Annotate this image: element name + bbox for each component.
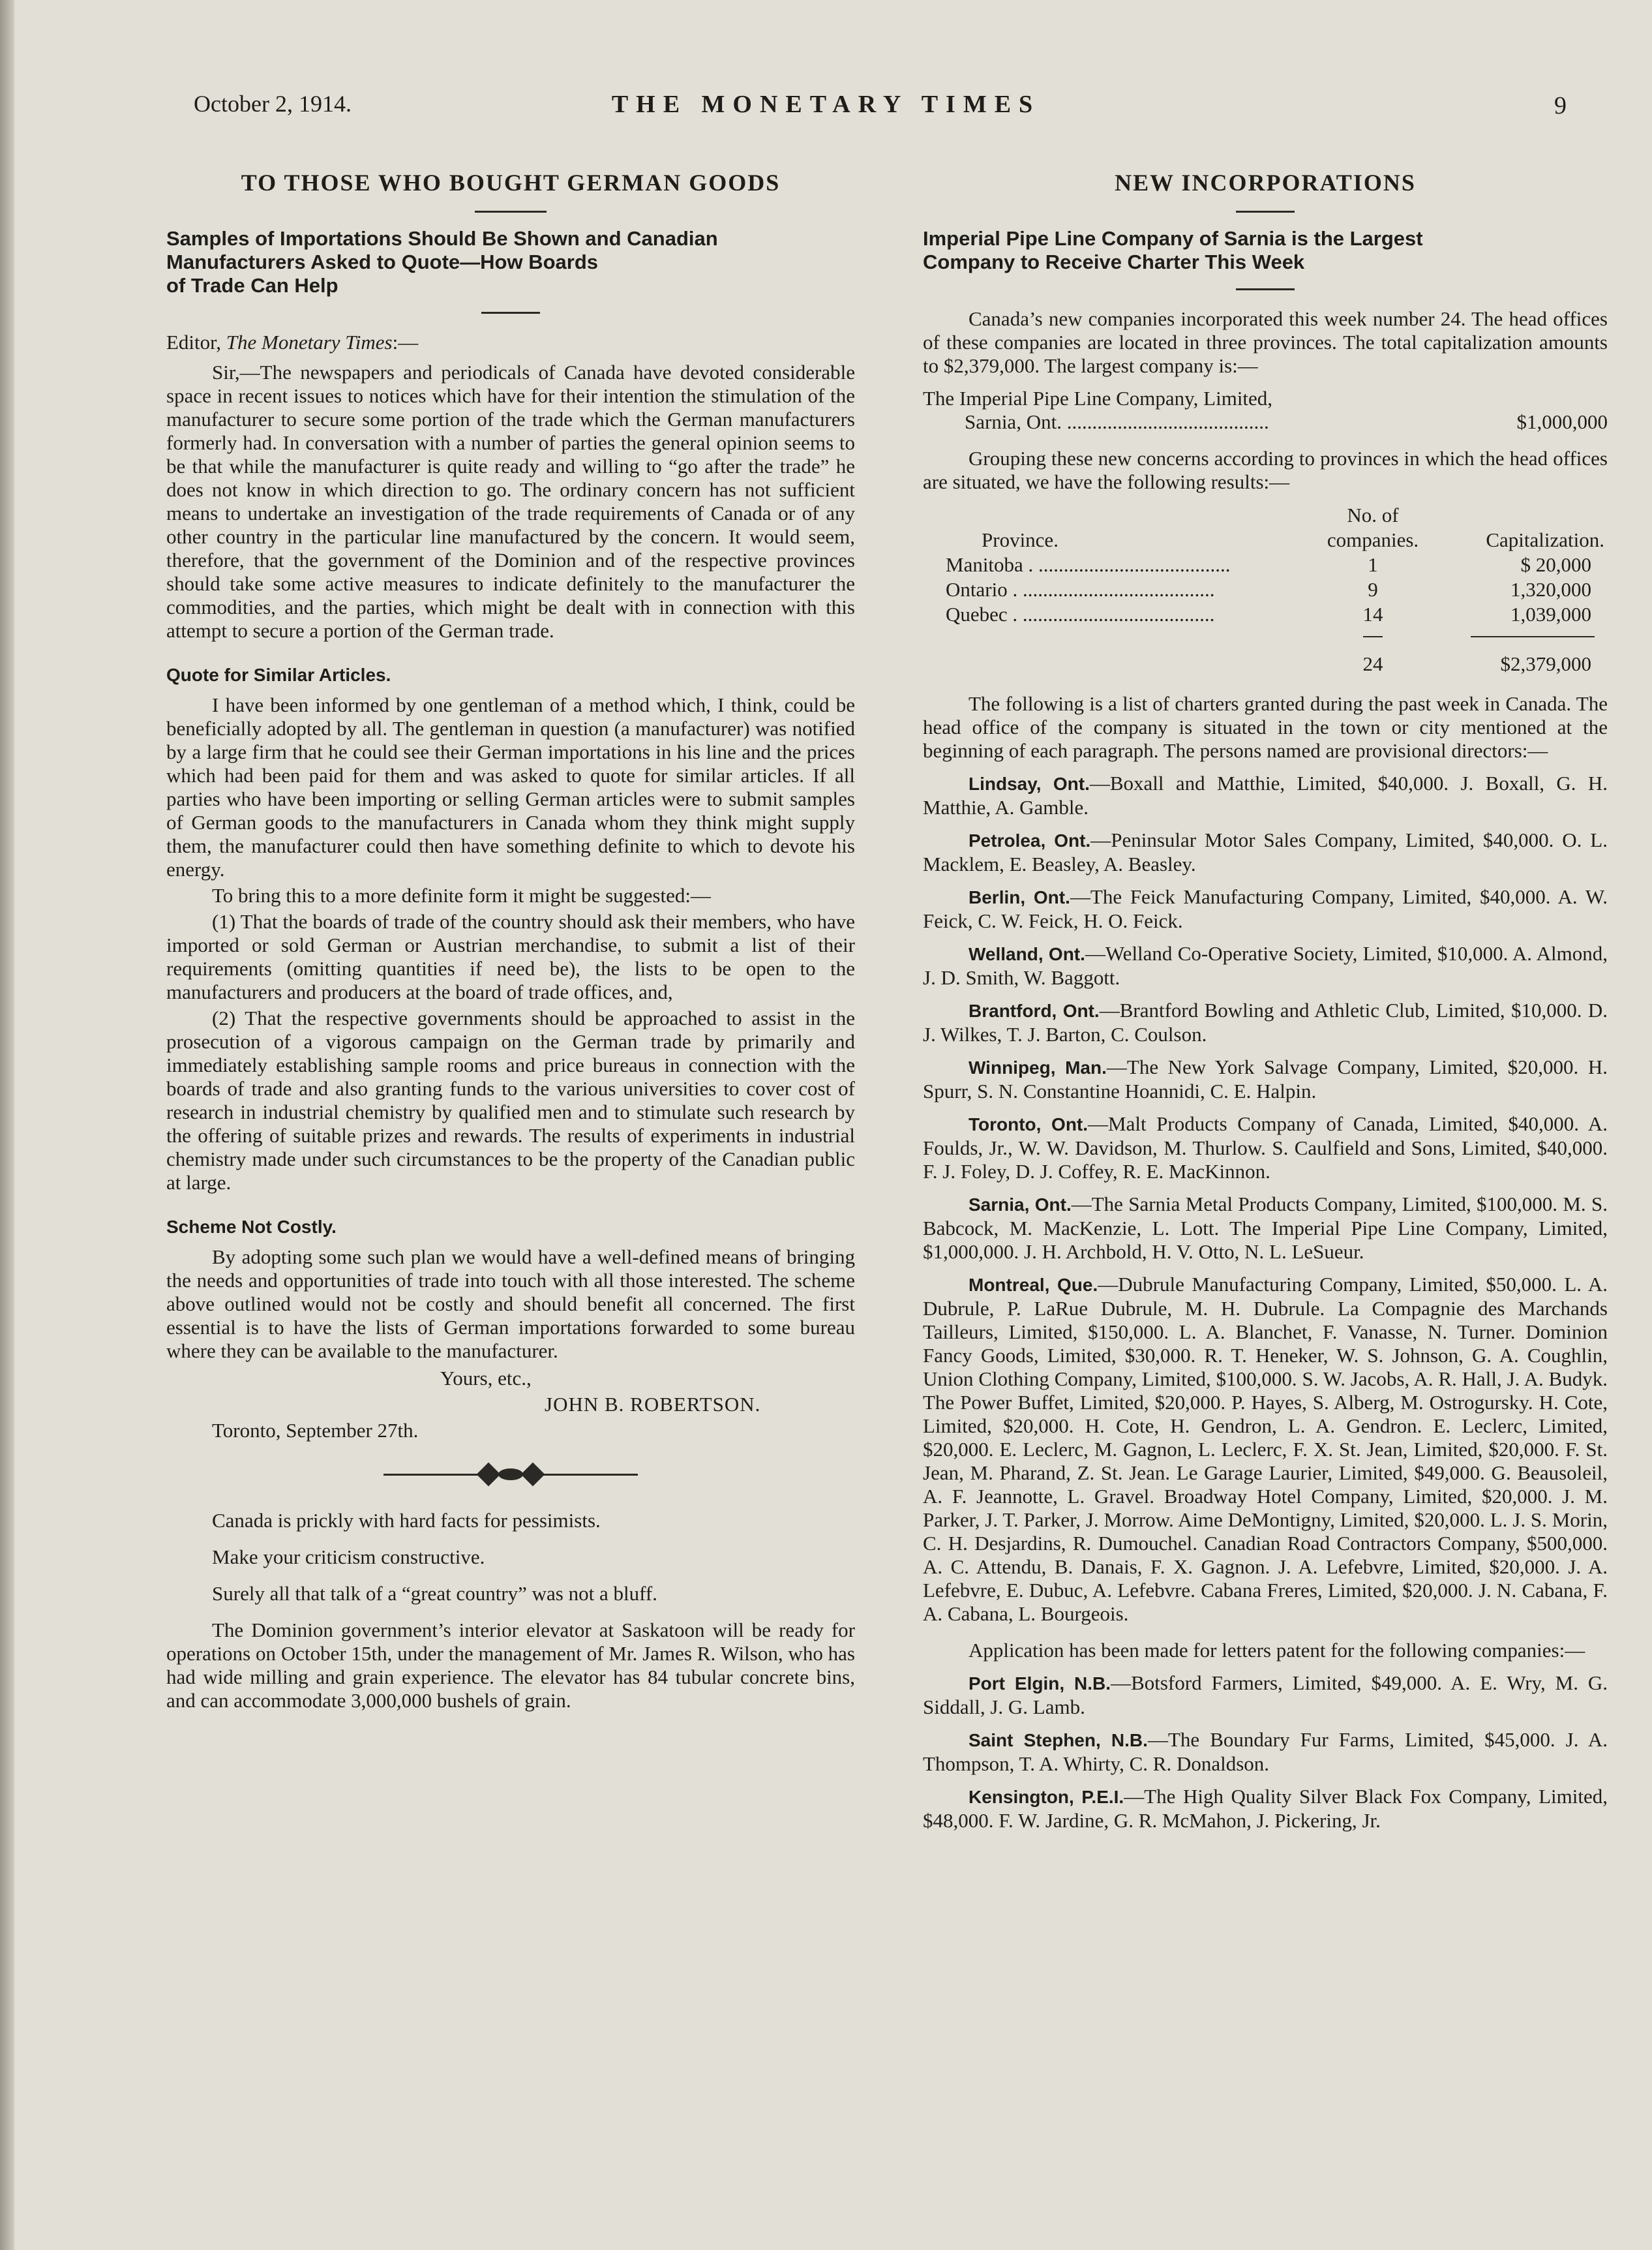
- article-paragraph: Grouping these new concerns according to provinces in which the head offices are situated, we have the following results:—: [923, 447, 1608, 493]
- table-row: [946, 577, 1604, 602]
- publication-name: The Monetary Times: [226, 331, 393, 354]
- column-header-companies: companies.: [1327, 528, 1419, 551]
- charter-entry: [923, 829, 1608, 876]
- note-paragraph: Surely all that talk of a “great country” was not a bluff.: [212, 1582, 657, 1605]
- charter-entry: [923, 1193, 1608, 1264]
- note-paragraph: Make your criticism constructive.: [212, 1545, 485, 1568]
- largest-company-amount: $1,000,000: [1513, 410, 1608, 434]
- page-number: 9: [1554, 92, 1567, 119]
- article-paragraph: The following is a list of charters granted during the past week in Canada. The head office of the company is situated in the town or city mentioned at the beginning of each paragraph. The persons named are provisional directors:—: [923, 692, 1608, 762]
- total-capitalization: $2,379,000: [1500, 652, 1591, 675]
- total-rule: [1471, 636, 1595, 637]
- article-deck-line: Manufacturers Asked to Quote—How Boards: [166, 251, 599, 273]
- application-location: Saint Stephen, N.B.: [969, 1730, 1148, 1750]
- charter-location: Winnipeg, Man.: [969, 1057, 1107, 1078]
- letter-place-date: Toronto, September 27th.: [212, 1419, 419, 1442]
- letter-paragraph: (1) That the boards of trade of the country should ask their members, who have imported or sold German or Austrian merchandise, to submit a list of their requirements (omitting quantities if need be), the lists to be open to the manufacturers and producers at the board of trade offices, and,: [166, 910, 855, 1003]
- table-row: [946, 553, 1604, 577]
- note-paragraph: The Dominion government’s interior elevator at Saskatoon will be ready for operations on October 15th, under the management of Mr. James R. Wilson, who has had wide milling and grain experience. The elevator has 84 tubular concrete bins, and can accommodate 3,000,000 bushels of grain.: [166, 1619, 855, 1712]
- charter-location: Lindsay, Ont.: [969, 774, 1090, 794]
- deck-rule: [1236, 288, 1295, 290]
- subheading-scheme: Scheme Not Costly.: [166, 1217, 337, 1237]
- charter-entry: [923, 772, 1608, 819]
- letter-paragraph: (2) That the respective governments should be approached to assist in the prosecution of a vigorous campaign on the German trade by primarily and immediately establishing sample rooms and price bureaus in connection with the boards of trade and also granting funds to the various universities to cover cost of research in industrial chemistry by qualified men and to stimulate such research by the offering of suitable prizes and rewards. The results of experiments in industrial chemistry made under such circumstances to be the property of the Canadian public at large.: [166, 1007, 855, 1194]
- subheading-quote: Quote for Similar Articles.: [166, 665, 391, 685]
- charter-details: —The New York Salvage Company, Limited, $20,000. H. Spurr, S. N. Constantine Hoannidi, C. E. Halpin.: [923, 1056, 1608, 1102]
- table-header-row: [946, 503, 1604, 528]
- total-count: 24: [1362, 652, 1383, 675]
- article-deck-line: Company to Receive Charter This Week: [923, 251, 1305, 273]
- province-name: Ontario . ......................................: [946, 578, 1215, 601]
- heading-rule: [475, 211, 547, 213]
- charter-details: —The Sarnia Metal Products Company, Limited, $100,000. M. S. Babcock, M. MacKenzie, L. Lott. The Imperial Pipe Line Company, Limited, $1,000,000. J. H. Archbold, H. V. Otto, N. L. LeSueur.: [923, 1193, 1608, 1263]
- charter-location: Welland, Ont.: [969, 944, 1085, 964]
- charter-details: —Malt Products Company of Canada, Limited, $40,000. A. Foulds, Jr., W. W. Davidson, M. Thurlow. S. Caulfield and Sons, Limited, $40,000. F. J. Foley, D. J. Coffey, R. E. MacKinnon.: [923, 1112, 1608, 1183]
- application-location: Kensington, P.E.I.: [969, 1787, 1124, 1807]
- charter-location: Toronto, Ont.: [969, 1114, 1089, 1134]
- capitalization-value: 1,320,000: [1510, 578, 1591, 601]
- largest-company-name: The Imperial Pipe Line Company, Limited,: [923, 387, 1273, 410]
- right-column: [923, 166, 1608, 1832]
- company-count: 1: [1368, 553, 1378, 576]
- left-column: [166, 166, 855, 1712]
- charter-entry: [923, 1112, 1608, 1183]
- application-details: —Botsford Farmers, Limited, $49,000. A. E. Wry, M. G. Siddall, J. G. Lamb.: [923, 1671, 1608, 1718]
- article-paragraph: Application has been made for letters patent for the following companies:—: [969, 1639, 1585, 1662]
- total-rule: [1363, 636, 1383, 637]
- letter-paragraph: Sir,—The newspapers and periodicals of Canada have devoted considerable space in recent issues to notices which have for their intention the stimulation of the manufacturer to secure some portion of the trade which the German manufacturers formerly had. In conversation with a number of parties the general opinion seems to be that while the manufacturer is quite ready and willing to “go after the trade” he does not know in which direction to go. The ordinary concern has not sufficient means to undertake an investigation of the trade requirements of Canada or of any other country in the particular line manufactured by the concern. It would seem, therefore, that the government of the Dominion and of the respective provinces should take some active measures to indicate definitely to the manufacturer the commodities, and the parties, which might be dealt with in connection with this attempt to secure a portion of the German trade.: [166, 361, 855, 642]
- patent-application-entry: [923, 1728, 1608, 1776]
- application-details: —The Boundary Fur Farms, Limited, $45,000. J. A. Thompson, T. A. Whirty, C. R. Donaldson.: [923, 1728, 1608, 1775]
- charter-location: Petrolea, Ont.: [969, 830, 1091, 851]
- charter-entry: [923, 1056, 1608, 1103]
- letter-closing: Yours, etc.,: [440, 1367, 532, 1390]
- article-deck-line: of Trade Can Help: [166, 274, 338, 297]
- charter-details: —Peninsular Motor Sales Company, Limited, $40,000. O. L. Macklem, E. Beasley, A. Beasley.: [923, 829, 1608, 875]
- binding-gutter: [0, 0, 14, 2250]
- heading-rule: [1236, 211, 1295, 213]
- charter-entry: [923, 1273, 1608, 1626]
- charter-details: —Welland Co-Operative Society, Limited, $10,000. A. Almond, J. D. Smith, W. Baggott.: [923, 942, 1608, 989]
- province-table: [946, 503, 1604, 677]
- province-name: Manitoba . ......................................: [946, 553, 1231, 576]
- charter-entry: [923, 999, 1608, 1046]
- largest-company-location: Sarnia, Ont. ........................................: [965, 410, 1269, 433]
- province-name: Quebec . ......................................: [946, 603, 1215, 626]
- charter-entry: [923, 942, 1608, 990]
- column-header-capitalization: Capitalization.: [1486, 528, 1604, 551]
- table-row: [946, 602, 1604, 627]
- patent-application-entry: [923, 1671, 1608, 1719]
- charter-location: Brantford, Ont.: [969, 1001, 1100, 1021]
- largest-company-listing: [923, 387, 1608, 434]
- capitalization-value: 1,039,000: [1510, 603, 1591, 626]
- charter-location: Berlin, Ont.: [969, 887, 1070, 907]
- letter-paragraph: I have been informed by one gentleman of a method which, I think, could be beneficially adopted by all. The gentleman in question (a manufacturer) was notified by a large firm that he could see their German importations in his line and the prices which had been paid for them and was asked to quote for similar articles. If all parties who have been importing or selling German articles were to submit samples of German goods to the manufacturers in Canada whom they think might supply them, the manufacturer could then have something definite to which to devote his energy.: [166, 693, 855, 881]
- note-paragraph: Canada is prickly with hard facts for pessimists.: [212, 1509, 601, 1532]
- article-deck-line: Imperial Pipe Line Company of Sarnia is the Largest: [923, 227, 1423, 250]
- charter-details: —Boxall and Matthie, Limited, $40,000. J. Boxall, G. H. Matthie, A. Gamble.: [923, 772, 1608, 819]
- application-location: Port Elgin, N.B.: [969, 1673, 1111, 1694]
- section-heading-german-goods: TO THOSE WHO BOUGHT GERMAN GOODS: [241, 170, 781, 196]
- application-details: —The High Quality Silver Black Fox Company, Limited, $48,000. F. W. Jardine, G. R. McMahon, J. Pickering, Jr.: [923, 1785, 1608, 1832]
- letter-signature: JOHN B. ROBERTSON.: [545, 1393, 761, 1416]
- table-total-row: [946, 652, 1604, 677]
- letter-salutation-editor: Editor, The Monetary Times:—: [166, 331, 419, 354]
- section-ornament: [166, 1466, 855, 1483]
- charter-location: Montreal, Que.: [969, 1275, 1098, 1295]
- publication-title: THE MONETARY TIMES: [611, 91, 1041, 118]
- letter-paragraph: By adopting some such plan we would have a well-defined means of bringing the needs and opportunities of trade into touch with all those interested. The scheme above outlined would not be costly and should benefit all concerned. The first essential is to have the lists of German importations forwarded to some bureau where they can be available to the manufacturer.: [166, 1245, 855, 1362]
- charter-details: —Dubrule Manufacturing Company, Limited, $50,000. L. A. Dubrule, P. LaRue Dubrule, M. H. Dubrule. La Compagnie des Marchands Tailleurs, Limited, $150,000. L. A. Blanchet, F. Vanasse, N. Turner. Dominion Fancy Goods, Limited, $30,000. R. T. Heneker, W. S. Johnson, G. A. Coughlin, Union Clothing Company, Limited, $100,000. S. W. Jacobs, A. R. Hall, J. A. Budyk. The Power Buffet, Limited, $20,000. P. Hayes, S. Alberg, M. Ostrogursky. H. Cote, Limited, $20,000. H. Cote, H. Gendron, L. A. Gendron. E. Leclerc, Limited, $20,000. E. Leclerc, M. Gagnon, L. Leclerc, F. X. St. Jean, Limited, $20,000. F. St. Jean, M. Pharand, Z. St. Jean. Le Garage Laurier, Limited, $49,000. G. Beausoleil, A. F. Jeannotte, L. Gravel. Broadway Hotel Company, Limited, $20,000. J. M. Parker, J. T. Parker, J. Morrow. Aime DeMontigny, Limited, $20,000. L. J. S. Morin, C. H. Desjardins, R. Dumouchel. Canadian Road Contractors Company, $500,000. A. C. Attendu, B. Danais, F. X. Gagnon. J. A. Lefebvre, Limited, $20,000. J. A. Lefebvre, E. Dubuc, A. Lefebvre. Cabana Freres, Limited, $20,000. J. N. Cabana, F. A. Cabana, L. Bourgeois.: [923, 1273, 1608, 1625]
- article-deck-line: Samples of Importations Should Be Shown and Canadian: [166, 227, 718, 250]
- running-header: [0, 90, 1652, 129]
- company-count: 9: [1368, 578, 1378, 601]
- deck-rule: [481, 312, 540, 314]
- patent-application-entry: [923, 1785, 1608, 1832]
- charter-entry: [923, 885, 1608, 933]
- issue-date: October 2, 1914.: [194, 91, 352, 117]
- letter-paragraph: To bring this to a more definite form it might be suggested:—: [212, 884, 711, 907]
- column-header-province: Province.: [982, 528, 1059, 551]
- table-header-row: [946, 528, 1604, 553]
- company-count: 14: [1362, 603, 1383, 626]
- charter-location: Sarnia, Ont.: [969, 1194, 1072, 1215]
- charter-details: —The Feick Manufacturing Company, Limited, $40,000. A. W. Feick, C. W. Feick, H. O. Feick.: [923, 885, 1608, 932]
- charter-details: —Brantford Bowling and Athletic Club, Limited, $10,000. D. J. Wilkes, T. J. Barton, C. Coulson.: [923, 999, 1608, 1046]
- column-header-no-of: No. of: [1347, 504, 1399, 526]
- table-rule-row: [946, 627, 1604, 652]
- capitalization-value: $ 20,000: [1520, 553, 1591, 576]
- article-paragraph: Canada’s new companies incorporated this week number 24. The head offices of these companies are located in three provinces. The total capitalization amounts to $2,379,000. The largest company is:—: [923, 307, 1608, 377]
- section-heading-incorporations: NEW INCORPORATIONS: [1115, 170, 1416, 196]
